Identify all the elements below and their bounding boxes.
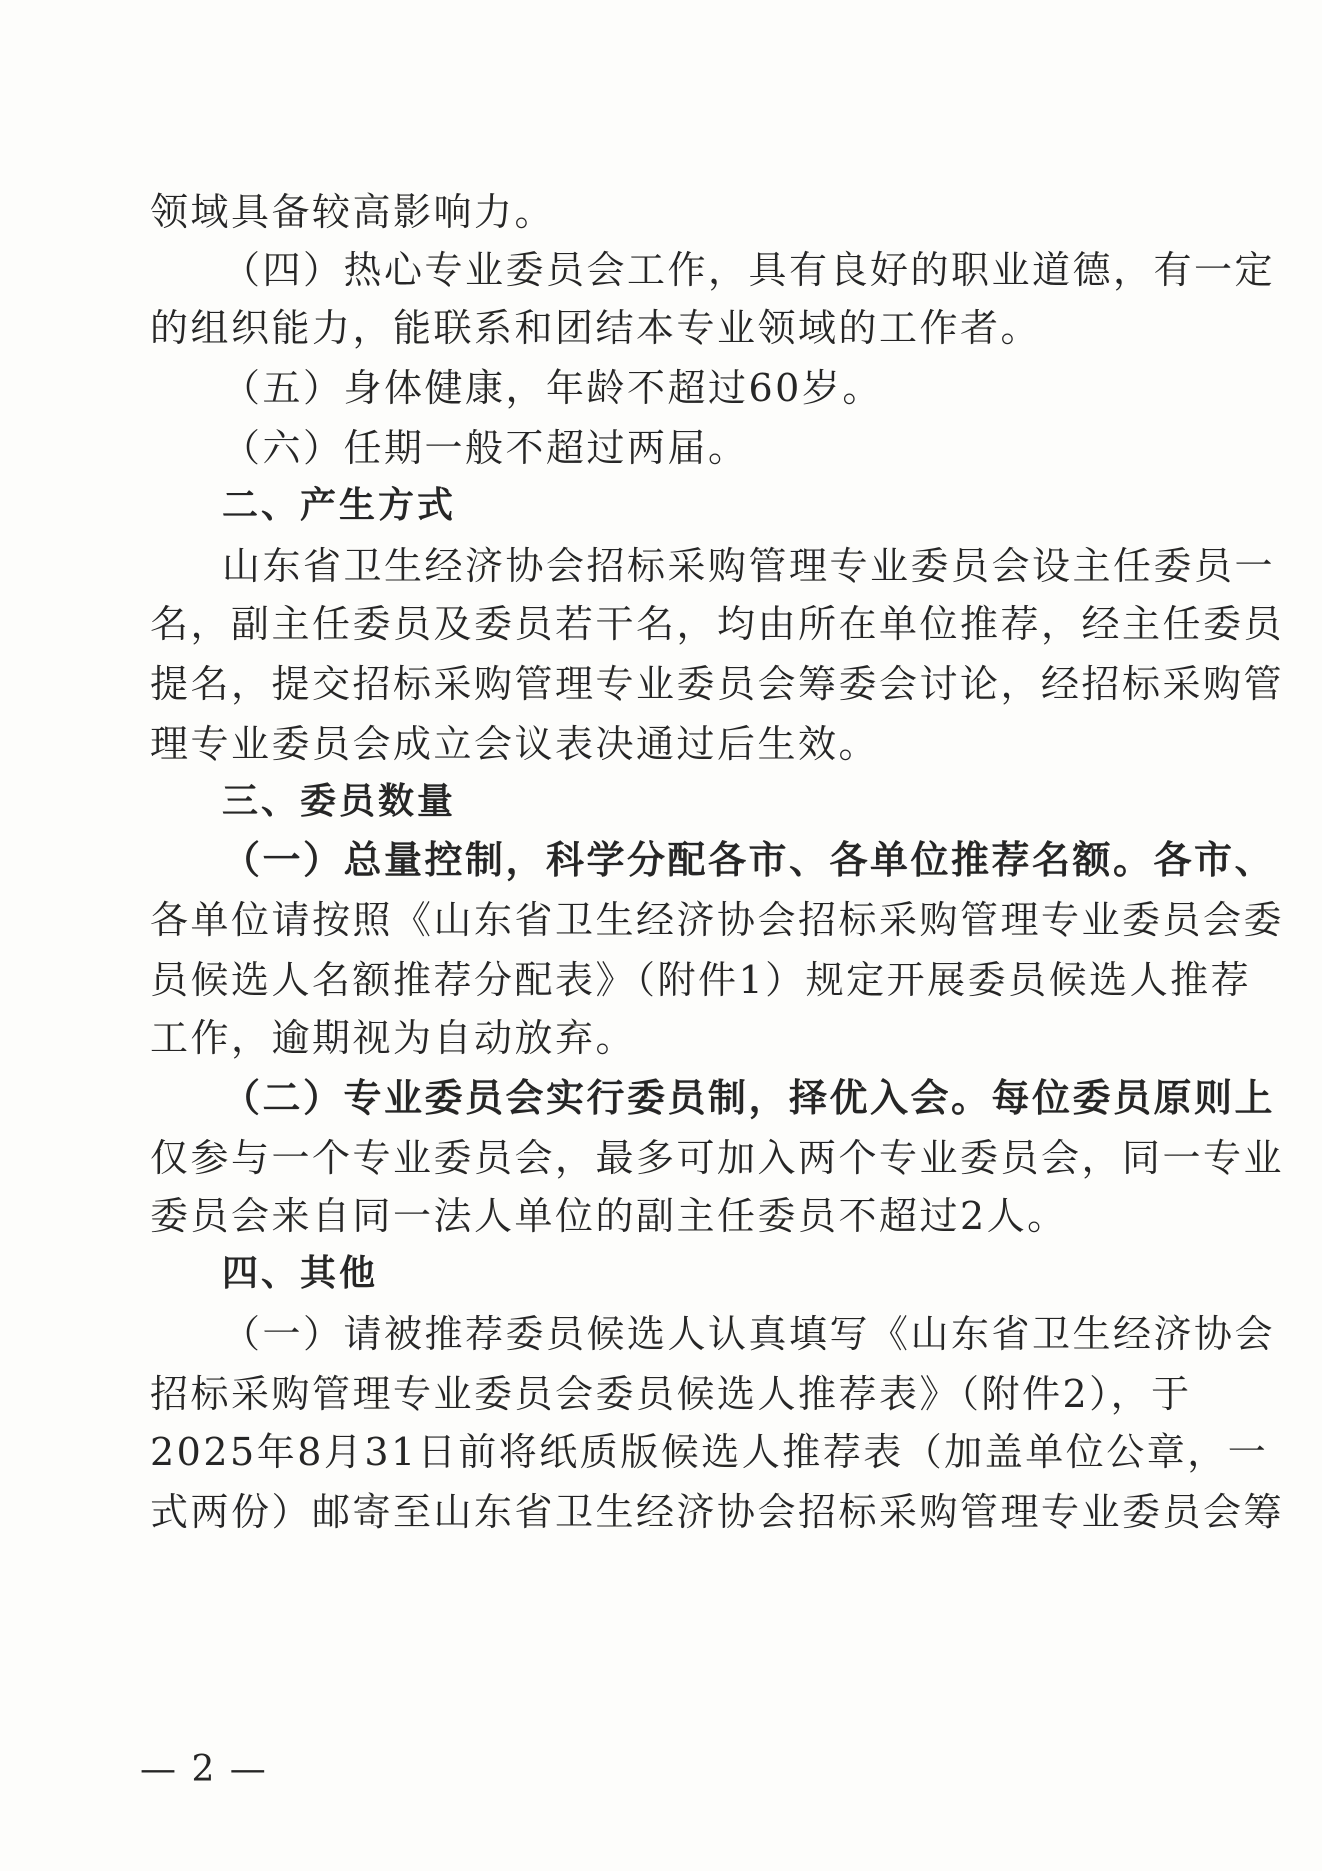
body-line: 名，副主任委员及委员若干名，均由所在单位推荐，经主任委员: [150, 602, 1285, 646]
body-line: （二）专业委员会实行委员制，择优入会。每位委员原则上: [222, 1075, 1276, 1120]
section-heading: 三、委员数量: [222, 781, 457, 822]
body-line: 理专业委员会成立会议表决通过后生效。: [150, 722, 880, 766]
body-line: 的组织能力，能联系和团结本专业领域的工作者。: [150, 306, 1042, 350]
body-line: （六）任期一般不超过两届。: [222, 426, 749, 470]
body-line: 山东省卫生经济协会招标采购管理专业委员会设主任委员一: [222, 544, 1276, 588]
body-line: 2025年8月31日前将纸质版候选人推荐表（加盖单位公章，一: [150, 1430, 1269, 1474]
section-heading: 四、其他: [222, 1253, 379, 1294]
section-heading: 二、产生方式: [222, 485, 457, 526]
body-line: （四）热心专业委员会工作，具有良好的职业道德，有一定: [222, 248, 1276, 292]
body-line: 提名，提交招标采购管理专业委员会筹委会讨论，经招标采购管: [150, 662, 1285, 706]
page-number: — 2 —: [140, 1749, 268, 1790]
body-line: 各单位请按照《山东省卫生经济协会招标采购管理专业委员会委: [150, 898, 1285, 942]
body-line: 员候选人名额推荐分配表》（附件1）规定开展委员候选人推荐: [150, 958, 1252, 1002]
body-line: 招标采购管理专业委员会委员候选人推荐表》（附件2），于: [150, 1372, 1192, 1416]
body-line: 领域具备较高影响力。: [150, 190, 556, 234]
body-line: （一）总量控制，科学分配各市、各单位推荐名额。各市、: [222, 837, 1276, 882]
body-line: 委员会来自同一法人单位的副主任委员不超过2人。: [150, 1194, 1068, 1238]
body-line: 工作，逾期视为自动放弃。: [150, 1016, 637, 1060]
body-line: 仅参与一个专业委员会，最多可加入两个专业委员会，同一专业: [150, 1136, 1285, 1180]
body-line: 式两份）邮寄至山东省卫生经济协会招标采购管理专业委员会筹: [150, 1490, 1285, 1534]
body-line: （五）身体健康，年龄不超过60岁。: [222, 366, 883, 410]
body-line: （一）请被推荐委员候选人认真填写《山东省卫生经济协会: [222, 1312, 1276, 1356]
